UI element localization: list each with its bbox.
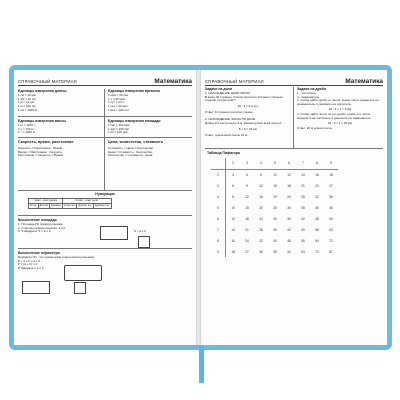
- section-divider: [18, 190, 192, 191]
- table-cell: 12: [287, 173, 291, 178]
- left-page: [14, 70, 196, 345]
- table-cell: 56: [301, 238, 305, 243]
- column-divider: [104, 89, 105, 190]
- table-header-cell: 8: [310, 158, 324, 169]
- table-cell: 20: [259, 206, 263, 210]
- length-unit-line: 1 м = 100 см: [18, 104, 36, 109]
- polygon-diagram: [64, 265, 102, 281]
- table-header-cell: 5: [268, 158, 282, 169]
- area-calc-line: 3. S квадрата: S = a × a: [18, 229, 51, 234]
- table-cell: 40: [315, 206, 319, 210]
- task-item-heading: 1. НАХОЖДЕНИЕ ДОЛИ ЧИСЛА: [205, 90, 251, 95]
- table-cell: 63: [301, 249, 305, 254]
- table-cell: 24: [315, 184, 319, 189]
- table-cell: 25: [273, 206, 277, 210]
- table-cell: 36: [259, 249, 263, 254]
- table-cell: 12: [259, 184, 263, 189]
- table-cell: 28: [301, 195, 305, 200]
- table-row: [211, 246, 338, 257]
- table-cell: 21: [301, 184, 305, 189]
- section-divider: [18, 137, 192, 138]
- class-label: I класс - класс единиц: [29, 199, 63, 204]
- perimeter-title: Вычисление периметра: [18, 251, 60, 255]
- table-cell: 12: [245, 195, 249, 200]
- table-cell: 16: [315, 173, 319, 178]
- left-page-header: [18, 74, 192, 86]
- table-row: [211, 169, 338, 180]
- section-divider: [18, 248, 192, 249]
- numbering-cell: Сотни тыс.: [63, 205, 76, 207]
- time-unit-line: 1 сут = 24 ч: [108, 100, 125, 105]
- header-label: СПРАВОЧНЫЙ МАТЕРИАЛ: [205, 79, 264, 84]
- length-unit-line: 1 м = 10 дм: [18, 100, 34, 105]
- area-unit-line: 1 м² = 100 дм²: [108, 130, 128, 135]
- area-calc-line: 1. Площадь (S) прямоугольника: [18, 221, 63, 226]
- table-cell: 40: [273, 238, 277, 243]
- table-row: [211, 192, 338, 203]
- speed-formula: Расстояние = Скорость × Время: [18, 153, 64, 158]
- length-units-title: Единицы измерения длины: [18, 89, 67, 93]
- time-unit-line: 1 век = 100 лет: [108, 108, 129, 113]
- table-cell: 28: [259, 227, 263, 232]
- table-cell: 45: [329, 206, 333, 210]
- table-header-cell: 7: [296, 158, 310, 169]
- time-unit-line: 1 ч = 60 мин: [108, 96, 126, 101]
- table-cell: 24: [287, 195, 291, 200]
- table-header-cell: 2: [226, 158, 241, 169]
- fraction-tasks-block: [205, 87, 291, 138]
- numbering-cell: Сотни: [30, 205, 37, 207]
- row-header-cell: 6: [211, 213, 226, 224]
- table-cell: 56: [315, 227, 319, 232]
- table-cell: 8: [232, 195, 234, 200]
- row-header-cell: 2: [211, 169, 226, 180]
- table-cell: 49: [301, 227, 305, 232]
- header-subject: Математика: [345, 78, 383, 85]
- length-unit-line: 1 см = 10 мм: [18, 92, 36, 97]
- perimeter-line: P = a + b + a + b: [18, 258, 41, 263]
- task-formula: 8 × 3 = 24 (м): [238, 126, 258, 131]
- numbering-cell: Десятки тыс.: [78, 205, 93, 207]
- table-cell: 64: [315, 238, 319, 243]
- table-cell: 30: [287, 206, 291, 210]
- area-units-block: [108, 119, 192, 135]
- rectangle-diagram: [100, 226, 128, 240]
- mass-unit-line: 1 ц = 100 кг: [18, 126, 34, 131]
- numbering-title: Нумерация: [95, 192, 115, 196]
- mass-unit-line: 1 кг = 1000 г: [18, 122, 35, 127]
- fraction-formula: 20 : 4 × 1 = 5 (м): [328, 107, 352, 112]
- table-cell: 35: [273, 227, 277, 232]
- speed-title: Скорость, время, расстояние: [18, 140, 74, 144]
- column-divider: [293, 87, 294, 148]
- numbering-cell: Десятки: [39, 205, 49, 207]
- numbering-cell: Единицы тыс.: [95, 205, 110, 207]
- table-cell: 24: [259, 216, 263, 221]
- square-diagram: [138, 236, 150, 248]
- section-divider: [18, 116, 192, 117]
- table-cell: 32: [259, 238, 263, 243]
- fraction-answer: Ответ: 20 м длина ленты: [297, 125, 332, 130]
- bookmark-ribbon: [199, 340, 204, 383]
- pythagoras-table: [211, 158, 338, 257]
- table-cell: 45: [273, 249, 277, 254]
- table-cell: 27: [245, 249, 249, 254]
- table-row: [211, 203, 338, 214]
- mass-units-block: [18, 119, 100, 135]
- fraction-rule: 1. Чтобы найти дробь от числа, нужно число разделить на знаменатель и умножить на числитель.: [297, 98, 379, 107]
- table-cell: 20: [273, 195, 277, 200]
- table-cell: 42: [301, 216, 305, 221]
- price-formula: Стоимость = Цена × Количество: [108, 145, 154, 150]
- fractions-title: Задачи на дроби: [297, 87, 327, 91]
- section-divider: [18, 215, 192, 216]
- table-cell: 18: [287, 184, 291, 189]
- price-formula: Количество = Стоимость : Цена: [108, 153, 153, 158]
- table-cell: 18: [231, 249, 235, 254]
- rectangle-diagram: [22, 281, 50, 294]
- section-divider: [205, 148, 383, 149]
- table-cell: 12: [231, 216, 235, 221]
- table-cell: 30: [273, 216, 277, 221]
- table-cell: 15: [273, 184, 277, 189]
- class-label: II класс - класс тысяч: [62, 199, 111, 204]
- row-header-cell: 4: [211, 192, 226, 203]
- area-units-title: Единицы измерения площади: [108, 119, 161, 123]
- table-row: [211, 224, 338, 235]
- area-unit-line: 1 см² = 100 мм²: [108, 122, 130, 127]
- table-row: [211, 181, 338, 192]
- perimeter-line: Периметр (P) - это сумма длин сторон многоугольника: [18, 254, 95, 259]
- perimeter-block: [18, 251, 192, 271]
- numbering-cell: Единицы: [51, 205, 61, 207]
- fraction-term: 1 - числитель: [297, 90, 316, 95]
- time-unit-line: 1 мин = 60 сек: [108, 92, 128, 97]
- mass-unit-line: 1 т = 1000 кг: [18, 130, 36, 135]
- fractions-block: [297, 87, 383, 131]
- mass-units-title: Единицы измерения массы: [18, 119, 67, 123]
- table-cell: 72: [315, 249, 319, 254]
- table-cell: 10: [231, 206, 235, 210]
- table-cell: 21: [245, 227, 249, 232]
- table-cell: 54: [287, 249, 291, 254]
- speed-formula: Время = Расстояние : Скорость: [18, 149, 63, 154]
- header-subject: Математика: [154, 78, 192, 85]
- table-cell: 15: [245, 206, 249, 210]
- area-calc-title: Вычисление площади: [18, 218, 57, 222]
- header-label: СПРАВОЧНЫЙ МАТЕРИАЛ: [18, 79, 77, 84]
- fraction-term: 4 - знаменатель: [297, 94, 320, 99]
- row-header-cell: 8: [211, 235, 226, 246]
- table-cell: 36: [287, 216, 291, 221]
- length-units-block: [18, 89, 100, 113]
- price-formula: Цена = Стоимость : Количество: [108, 149, 153, 154]
- row-header-cell: 9: [211, 246, 226, 257]
- numbering-table: [28, 198, 112, 209]
- price-title: Цена, количество, стоимость: [108, 140, 164, 144]
- time-units-title: Единицы измерения времени: [108, 89, 160, 93]
- area-unit-line: 1 дм² = 100 см²: [108, 126, 130, 131]
- right-page: [201, 70, 387, 345]
- table-row: [211, 213, 338, 224]
- perimeter-line: P квадрата = a × 4: [18, 266, 44, 271]
- table-cell: 36: [329, 195, 333, 200]
- table-header-cell: 3: [240, 158, 254, 169]
- table-cell: 4: [232, 173, 234, 178]
- fraction-formula: 15 : 3 × 4 = 20 (м): [327, 120, 353, 125]
- speed-block: [18, 140, 100, 158]
- table-cell: 8: [260, 173, 262, 178]
- speed-formula: Скорость = Расстояние : Время: [18, 145, 63, 150]
- table-cell: 16: [231, 238, 235, 243]
- length-unit-line: 1 км = 1000 м: [18, 108, 37, 113]
- task-answer: Ответ: 9 страниц прочитал ученик.: [205, 110, 254, 115]
- table-cell: 16: [259, 195, 263, 200]
- table-cell: 72: [329, 238, 333, 243]
- table-cell: 48: [315, 216, 319, 221]
- fraction-tasks-title: Задачи на доли: [205, 87, 233, 91]
- table-header-cell: 9: [324, 158, 338, 169]
- time-units-block: [108, 89, 192, 113]
- length-unit-line: 1 дм = 10 см: [18, 96, 36, 101]
- table-cell: 9: [246, 184, 248, 189]
- area-formula: S = a × b: [134, 229, 147, 233]
- table-cell: 35: [301, 206, 305, 210]
- table-cell: 81: [329, 249, 333, 254]
- row-header-cell: 7: [211, 224, 226, 235]
- table-cell: 18: [245, 216, 249, 221]
- table-cell: 27: [329, 184, 333, 189]
- area-calc-line: 2. Стороны прямоугольника: a и b: [18, 225, 66, 230]
- table-header-cell: 6: [282, 158, 296, 169]
- table-cell: 6: [232, 184, 234, 189]
- pythagoras-title: Таблица Пифагора: [207, 151, 240, 155]
- task-formula: 36 : 4 = 9 (стр.): [237, 104, 259, 109]
- task-answer: Ответ: длина всей ленты 24 м.: [205, 132, 248, 137]
- task-text: В книге 36 страниц. Ученик прочитал 1/4 книги. Сколько страниц он прочитал?: [205, 94, 283, 103]
- task-item-heading: 2. НАХОЖДЕНИЕ ЧИСЛА ПО ДОЛЕ: [205, 117, 256, 122]
- perimeter-line: P = (a + b) × 2: [18, 262, 38, 267]
- price-block: [108, 140, 192, 158]
- table-header-cell: 4: [254, 158, 268, 169]
- table-row: [211, 235, 338, 246]
- fraction-rule: 2. Чтобы найти число по его дроби, нужно это число разделить на числитель и умножить на знаменатель.: [297, 112, 372, 121]
- table-cell: 10: [273, 173, 277, 178]
- table-cell: 42: [287, 227, 291, 232]
- table-cell: 32: [315, 195, 319, 200]
- table-cell: 63: [329, 227, 333, 232]
- time-unit-line: 1 год = 12 мес: [108, 104, 128, 109]
- row-header-cell: 3: [211, 181, 226, 192]
- table-corner-cell: [211, 158, 226, 169]
- table-cell: 14: [231, 227, 235, 232]
- table-cell: 18: [329, 173, 333, 178]
- task-text: Длина 1/3 части ленты 8 м. Какова длина всей ленты?: [205, 121, 282, 126]
- table-cell: 6: [246, 173, 248, 178]
- table-cell: 24: [245, 238, 249, 243]
- table-cell: 54: [329, 216, 333, 221]
- right-page-header: [205, 74, 383, 86]
- square-diagram: [74, 282, 86, 294]
- row-header-cell: 5: [211, 203, 226, 214]
- table-cell: 14: [301, 173, 305, 178]
- table-cell: 48: [287, 238, 291, 243]
